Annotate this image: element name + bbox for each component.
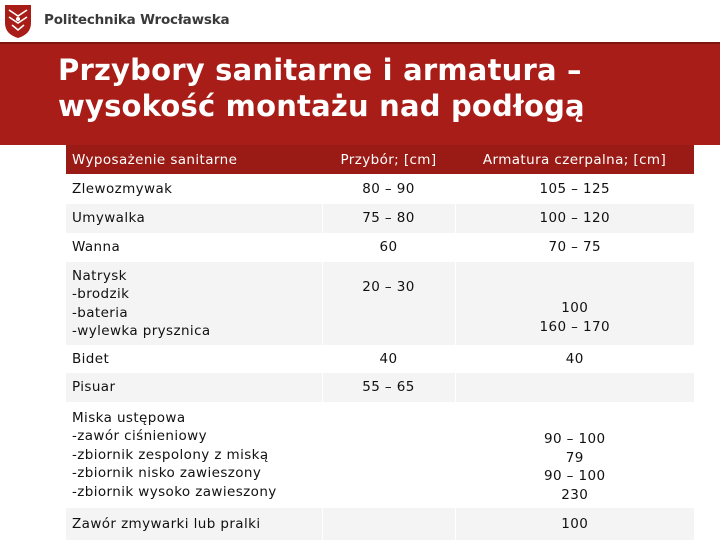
slide-title-line-1: Przybory sanitarne i armatura – bbox=[58, 53, 582, 87]
cell-values bbox=[462, 299, 689, 336]
fixture-height-cell bbox=[322, 262, 455, 345]
equipment-cell bbox=[66, 345, 322, 373]
table-row bbox=[66, 204, 694, 233]
cell-text: -zbiornik zespolony z miską bbox=[72, 446, 269, 463]
fixture-height-cell bbox=[322, 233, 455, 262]
cell-text: Zawór zmywarki lub pralki bbox=[72, 516, 261, 533]
cell-text: -brodzik bbox=[72, 286, 130, 302]
title-divider bbox=[0, 42, 720, 44]
column-header-fixture-height: Przybór; [cm] bbox=[322, 145, 455, 174]
table-row bbox=[66, 233, 694, 262]
cell-text: 70 – 75 bbox=[548, 239, 601, 256]
cell-text: 90 – 100 bbox=[544, 468, 606, 484]
fixture-height-cell bbox=[322, 345, 455, 373]
equipment-cell bbox=[66, 204, 322, 233]
top-bar bbox=[0, 0, 720, 42]
cell-text: -zbiornik nisko zawieszony bbox=[72, 465, 262, 482]
table-row bbox=[66, 174, 694, 204]
cell-text: 100 – 120 bbox=[539, 210, 610, 227]
cell-text: 79 bbox=[565, 449, 584, 466]
cell-text: 60 bbox=[379, 239, 398, 256]
table-row bbox=[66, 345, 694, 373]
cell-text: 75 – 80 bbox=[362, 210, 415, 227]
university-logo-icon bbox=[3, 3, 33, 39]
equipment-cell bbox=[66, 508, 322, 540]
tap-height-cell bbox=[455, 345, 694, 373]
table-row bbox=[66, 508, 694, 540]
tap-height-cell bbox=[455, 508, 694, 540]
equipment-cell bbox=[66, 174, 322, 204]
cell-text: 100 bbox=[561, 300, 589, 316]
cell-text: 90 – 100 bbox=[544, 431, 606, 447]
equipment-cell bbox=[66, 373, 322, 402]
tap-height-cell bbox=[455, 204, 694, 233]
fixture-height-cell bbox=[322, 402, 455, 508]
equipment-cell bbox=[66, 402, 322, 508]
fixture-height-cell bbox=[322, 508, 455, 540]
cell-text: 55 – 65 bbox=[362, 379, 415, 396]
table-row bbox=[66, 262, 694, 345]
fixture-height-cell bbox=[322, 373, 455, 402]
cell-text: 40 bbox=[565, 350, 584, 367]
tap-height-cell bbox=[455, 373, 694, 402]
slide-title bbox=[58, 52, 698, 124]
cell-text: -zbiornik wysoko zawieszony bbox=[72, 483, 277, 500]
cell-text: 20 – 30 bbox=[362, 279, 415, 296]
table-header-row bbox=[66, 145, 694, 174]
cell-text: -bateria bbox=[72, 304, 129, 321]
cell-text: Umywalka bbox=[72, 210, 146, 227]
fixture-height-cell bbox=[322, 174, 455, 204]
equipment-cell bbox=[66, 233, 322, 262]
cell-text: Miska ustępowa bbox=[72, 409, 186, 426]
cell-text: Natrysk bbox=[72, 267, 127, 284]
cell-text: 40 bbox=[379, 350, 398, 367]
cell-text: 100 bbox=[561, 516, 589, 533]
table-row bbox=[66, 402, 694, 508]
cell-text: Pisuar bbox=[72, 379, 116, 396]
cell-text: 230 bbox=[561, 486, 589, 503]
cell-text: Bidet bbox=[72, 350, 110, 367]
fixture-height-cell bbox=[322, 204, 455, 233]
cell-text: -wylewka prysznica bbox=[72, 323, 211, 339]
column-header-tap-height: Armatura czerpalna; [cm] bbox=[455, 145, 694, 174]
cell-text: 80 – 90 bbox=[362, 180, 415, 197]
tap-height-cell bbox=[455, 402, 694, 508]
mounting-height-table bbox=[66, 145, 694, 540]
tap-height-cell bbox=[455, 174, 694, 204]
cell-text: Zlewozmywak bbox=[72, 180, 173, 197]
cell-text: -zawór ciśnieniowy bbox=[72, 428, 207, 445]
column-header-equipment: Wyposażenie sanitarne bbox=[66, 145, 322, 174]
cell-values bbox=[462, 430, 689, 504]
tap-height-cell bbox=[455, 233, 694, 262]
cell-text: Wanna bbox=[72, 239, 121, 256]
cell-text: 160 – 170 bbox=[539, 318, 610, 335]
slide-title-line-2: wysokość montażu nad podłogą bbox=[58, 89, 585, 123]
equipment-cell bbox=[66, 262, 322, 345]
cell-text: 105 – 125 bbox=[539, 180, 610, 197]
table-row bbox=[66, 373, 694, 402]
tap-height-cell bbox=[455, 262, 694, 345]
organization-name: Politechnika Wrocławska bbox=[44, 12, 230, 28]
data-table bbox=[66, 145, 694, 540]
